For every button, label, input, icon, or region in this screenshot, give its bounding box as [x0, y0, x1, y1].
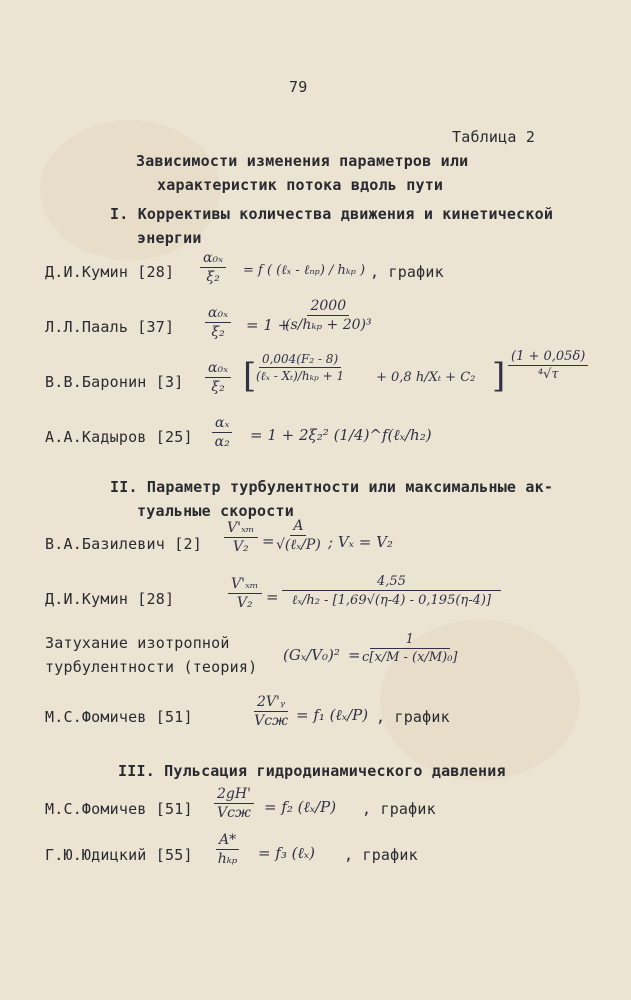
- author-label: Д.И.Кумин [28]: [45, 590, 175, 608]
- formula-lhs: 2V'ᵧ Vсж: [254, 694, 288, 729]
- formula-lhs: (Gₓ/V₀)²: [283, 646, 340, 664]
- section-heading: II. Параметр турбулентности или максимальные ак-: [110, 478, 554, 496]
- formula-lhs: $\frac{\text{α₀ₓ}}{\text{ξ₂}}$: [205, 305, 231, 340]
- formula-inner-fraction: 0,004(F₂ - 8) (ℓₓ - Xₜ)/hₖₚ + 1: [256, 352, 345, 383]
- author-label: Л.Л.Пааль [37]: [45, 318, 175, 336]
- formula-lhs: A* hₖₚ: [217, 832, 238, 867]
- section-heading-cont: энергии: [137, 229, 202, 247]
- page-number: 79: [289, 78, 308, 96]
- formula-suffix: , график: [344, 846, 418, 864]
- equals-sign: =: [348, 646, 361, 664]
- formula-rhs: = f₃ (ℓₓ): [258, 844, 315, 862]
- author-label: М.С.Фомичев [51]: [45, 800, 193, 818]
- formula-rhs-fraction: 2000 (s/hₖₚ + 20)³: [285, 298, 372, 333]
- equals-sign: =: [266, 588, 279, 606]
- author-label: Д.И.Кумин [28]: [45, 263, 175, 281]
- author-label: Затухание изотропной: [45, 634, 230, 652]
- formula-outer-fraction: $\frac{(1 + 0,05\delta)}{\text{⁴√τ}}$: [508, 349, 588, 382]
- author-label-cont: турбулентности (теория): [45, 658, 258, 676]
- formula-lhs: $\frac{\text{αₓ}}{\text{α₂}}$: [212, 415, 232, 450]
- section-heading: I. Коррективы количества движения и кинетической: [110, 205, 554, 223]
- formula-inner-tail: + 0,8 h/Xₜ + C₂: [376, 370, 476, 385]
- table-title-line2: характеристик потока вдоль пути: [157, 176, 444, 194]
- author-label: В.В.Баронин [3]: [45, 373, 184, 391]
- bracket-open: [: [243, 356, 257, 396]
- formula-lhs: $\frac{\text{V'ₓₘ}}{\text{V₂}}$: [224, 520, 258, 555]
- formula-rhs: = f₁ (ℓₓ/P): [296, 706, 369, 724]
- formula-lhs: $\frac{\text{V'ₓₘ}}{\text{V₂}}$: [228, 576, 262, 611]
- formula-tail: ; Vₓ = V₂: [328, 533, 393, 551]
- formula-rhs-fraction: 4,55 ℓₓ/h₂ - [1,69√(η-4) - 0,195(η-4)]: [282, 574, 501, 608]
- author-label: Г.Ю.Юдицкий [55]: [45, 846, 193, 864]
- formula-rhs-fraction: A √(ℓₓ/P): [276, 518, 321, 553]
- formula-lhs: $\frac{\text{α₀ₓ}}{\text{ξ₂}}$: [205, 360, 231, 395]
- formula-suffix: , график: [362, 800, 436, 818]
- formula-lhs: 2gH' Vсж: [214, 786, 254, 821]
- formula-operator: = 1 +: [246, 316, 291, 334]
- author-label: В.А.Базилевич [2]: [45, 535, 202, 553]
- formula-suffix: , график: [370, 263, 444, 281]
- bracket-close: ]: [492, 356, 506, 396]
- formula-rhs: = f₂ (ℓₓ/P): [264, 798, 337, 816]
- equals-sign: =: [262, 532, 275, 550]
- section-heading: III. Пульсация гидродинамического давления: [118, 762, 506, 780]
- section-heading-cont: туальные скорости: [137, 502, 294, 520]
- author-label: А.А.Кадыров [25]: [45, 428, 193, 446]
- formula-rhs-fraction: $\frac{1}{\text{c[x/M - (x/M)₀]}}$: [362, 632, 458, 665]
- formula-suffix: , график: [376, 708, 450, 726]
- formula-rhs: = 1 + 2ξ₂² (1/4)^f(ℓₓ/h₂): [250, 426, 432, 444]
- formula-lhs: $\frac{\text{α₀ₓ}}{\text{ξ₂}}$: [200, 250, 226, 285]
- author-label: М.С.Фомичев [51]: [45, 708, 193, 726]
- table-label: Таблица 2: [452, 128, 536, 146]
- formula-rhs: = f ( (ℓₓ - ℓₙₚ) / hₖₚ ): [243, 263, 366, 278]
- table-title-line1: Зависимости изменения параметров или: [136, 152, 469, 170]
